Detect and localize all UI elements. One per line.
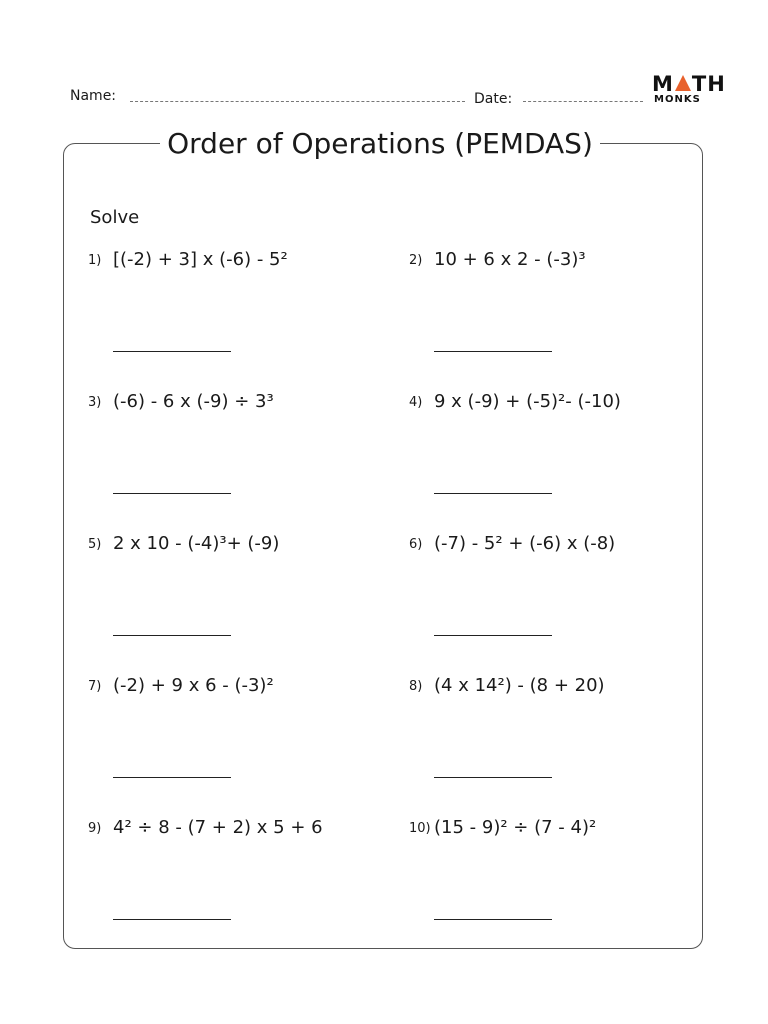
name-label: Name: bbox=[70, 88, 117, 104]
problem-4 bbox=[409, 391, 699, 511]
math-monks-logo bbox=[652, 72, 726, 108]
problem-expression: (4 x 14²) - (8 + 20) bbox=[434, 675, 605, 696]
problem-number: 2) bbox=[409, 253, 423, 268]
answer-blank[interactable] bbox=[434, 919, 552, 920]
instruction-text: Solve bbox=[90, 207, 140, 228]
problem-7 bbox=[88, 675, 378, 795]
problem-expression: (15 - 9)² ÷ (7 - 4)² bbox=[434, 817, 597, 838]
answer-blank[interactable] bbox=[113, 919, 231, 920]
problem-expression: 9 x (-9) + (-5)²- (-10) bbox=[434, 391, 621, 412]
answer-blank[interactable] bbox=[434, 351, 552, 352]
problem-expression: 4² ÷ 8 - (7 + 2) x 5 + 6 bbox=[113, 817, 323, 838]
problem-9 bbox=[88, 817, 378, 937]
answer-blank[interactable] bbox=[434, 777, 552, 778]
page-title: Order of Operations (PEMDAS) bbox=[160, 124, 600, 164]
answer-blank[interactable] bbox=[113, 493, 231, 494]
problem-number: 8) bbox=[409, 679, 423, 694]
answer-blank[interactable] bbox=[434, 635, 552, 636]
worksheet-header bbox=[0, 0, 768, 120]
triangle-icon bbox=[675, 75, 691, 91]
problem-expression: [(-2) + 3] x (-6) - 5² bbox=[113, 249, 288, 270]
problem-5 bbox=[88, 533, 378, 653]
problem-2 bbox=[409, 249, 699, 369]
problem-expression: 2 x 10 - (-4)³+ (-9) bbox=[113, 533, 280, 554]
problem-number: 7) bbox=[88, 679, 102, 694]
problem-expression: (-2) + 9 x 6 - (-3)² bbox=[113, 675, 274, 696]
problem-number: 5) bbox=[88, 537, 102, 552]
answer-blank[interactable] bbox=[113, 777, 231, 778]
problem-number: 1) bbox=[88, 253, 102, 268]
answer-blank[interactable] bbox=[113, 635, 231, 636]
problem-expression: 10 + 6 x 2 - (-3)³ bbox=[434, 249, 586, 270]
name-field[interactable] bbox=[130, 101, 465, 102]
date-field[interactable] bbox=[523, 101, 643, 102]
problem-10 bbox=[409, 817, 699, 937]
answer-blank[interactable] bbox=[434, 493, 552, 494]
problem-number: 6) bbox=[409, 537, 423, 552]
problem-1 bbox=[88, 249, 378, 369]
problem-expression: (-7) - 5² + (-6) x (-8) bbox=[434, 533, 616, 554]
problem-number: 9) bbox=[88, 821, 102, 836]
logo-subtitle: MONKS bbox=[654, 94, 701, 105]
date-label: Date: bbox=[474, 91, 513, 107]
answer-blank[interactable] bbox=[113, 351, 231, 352]
problem-number: 3) bbox=[88, 395, 102, 410]
problem-number: 10) bbox=[409, 821, 431, 836]
problem-3 bbox=[88, 391, 378, 511]
logo-wordmark: M TH bbox=[652, 72, 726, 96]
problem-expression: (-6) - 6 x (-9) ÷ 3³ bbox=[113, 391, 274, 412]
problem-6 bbox=[409, 533, 699, 653]
problem-number: 4) bbox=[409, 395, 423, 410]
problem-8 bbox=[409, 675, 699, 795]
